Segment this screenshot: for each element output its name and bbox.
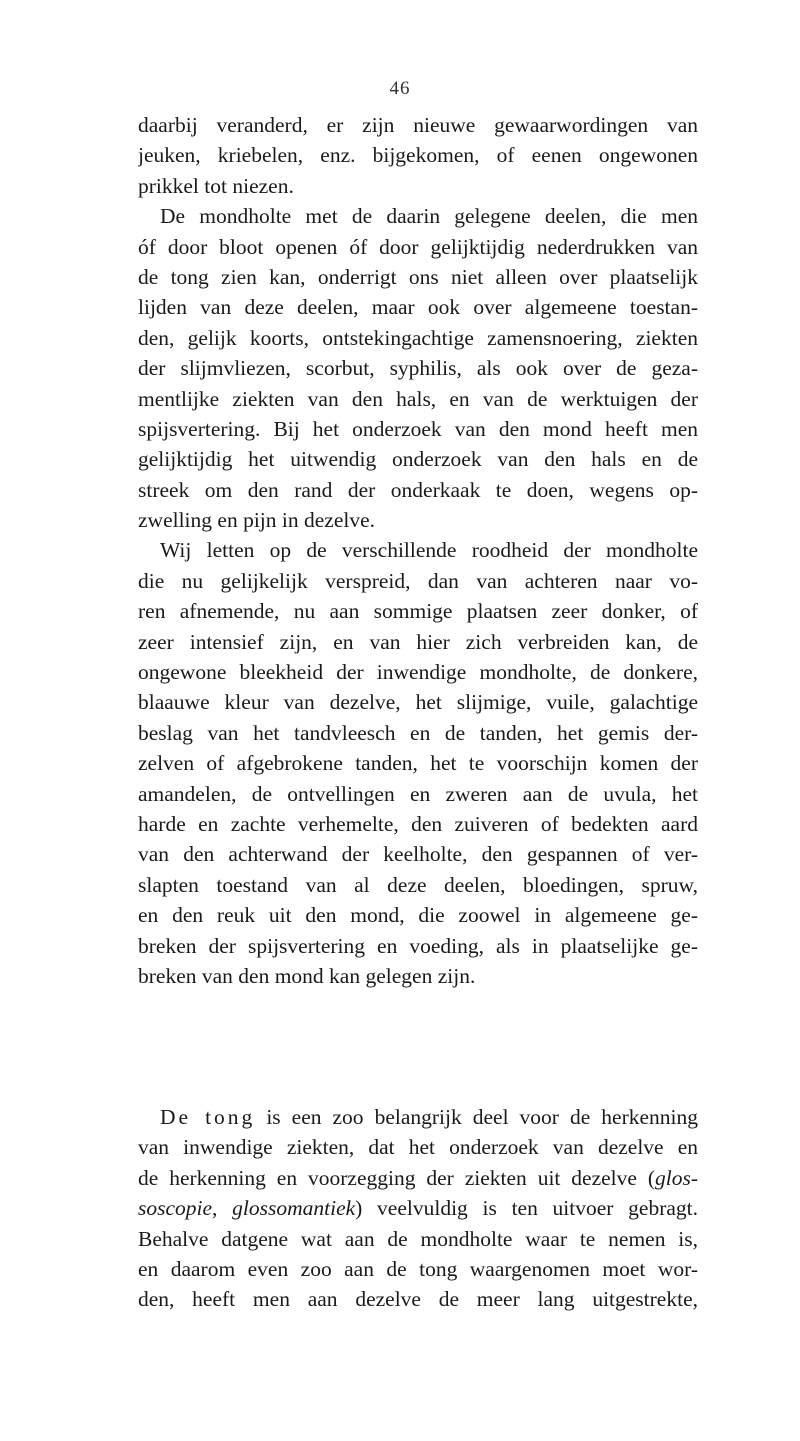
text-line (138, 1193, 698, 1223)
body-text (138, 110, 698, 991)
page-number: 46 (389, 78, 411, 99)
text-line: van inwendige ziekten, dat het onderzoek van dezelve en (138, 1135, 698, 1160)
text-line: der slijmvliezen, scorbut, syphilis, als ook over de geza- (138, 356, 698, 381)
text-line: breken der spijsvertering en voeding, als in plaatselijke ge- (138, 933, 698, 958)
text-line: harde en zachte verhemelte, den zuiveren of bedekten aard (138, 811, 698, 836)
text-line: van den achterwand der keelholte, den gespannen of ver- (138, 842, 698, 867)
text-line: breken van den mond kan gelegen zijn. (138, 963, 476, 988)
text-line: zeer intensief zijn, en van hier zich verbreiden kan, de (138, 629, 698, 654)
italic-term: glos- (655, 1165, 698, 1190)
spaced-term: De tong (160, 1105, 256, 1129)
text-fragment: ) veelvuldig is ten uitvoer gebragt. (355, 1196, 698, 1221)
italic-term: glossomantiek (232, 1196, 356, 1221)
text-line: daarbij veranderd, er zijn nieuwe gewaarwordingen van (138, 113, 698, 137)
text-line: de tong zien kan, onderrigt ons niet alleen over plaatselijk (138, 264, 698, 289)
text-line: streek om den rand der onderkaak te doen, wegens op- (138, 477, 698, 502)
text-line: mentlijke ziekten van den hals, en van de werktuigen der (138, 386, 698, 411)
text-line: ren afnemende, nu aan sommige plaatsen zeer donker, of (138, 599, 698, 624)
text-line: De mondholte met de daarin gelegene deelen, die men (160, 204, 698, 229)
text-line: prikkel tot niezen. (138, 173, 294, 198)
text-line: jeuken, kriebelen, enz. bijgekomen, of eenen ongewonen (138, 143, 698, 168)
text-fragment: is een zoo belangrijk deel voor de herkenning (255, 1105, 698, 1129)
final-paragraph (138, 1102, 698, 1315)
text-line: zwelling en pijn in dezelve. (138, 508, 376, 533)
text-line: die nu gelijkelijk verspreid, dan van achteren naar vo- (138, 568, 698, 593)
text-line: blaauwe kleur van dezelve, het slijmige, vuile, galachtige (138, 690, 698, 715)
text-line: Wij letten op de verschillende roodheid der mondholte (160, 538, 698, 563)
text-line: lijden van deze deelen, maar ook over algemeene toestan- (138, 295, 698, 320)
text-line: spijsvertering. Bij het onderzoek van den mond heeft men (138, 416, 698, 441)
text-fragment: , (212, 1196, 233, 1221)
text-line: en den reuk uit den mond, die zoowel in algemeene ge- (138, 903, 698, 928)
text-line: den, heeft men aan dezelve de meer lang uitgestrekte, (138, 1287, 698, 1312)
italic-term: soscopie (138, 1196, 213, 1221)
text-line (138, 1102, 698, 1132)
text-line: en daarom even zoo aan de tong waargenomen moet wor- (138, 1256, 698, 1281)
text-line: gelijktijdig het uitwendig onderzoek van den hals en de (138, 447, 698, 472)
text-line: ongewone bleekheid der inwendige mondholte, de donkere, (138, 660, 698, 685)
text-line: den, gelijk koorts, ontstekingachtige zamensnoering, ziekten (138, 325, 698, 350)
text-line: slapten toestand van al deze deelen, bloedingen, spruw, (138, 872, 698, 897)
text-line: amandelen, de ontvellingen en zweren aan de uvula, het (138, 781, 698, 806)
text-line: beslag van het tandvleesch en de tanden, het gemis der- (138, 720, 698, 745)
text-line: zelven of afgebrokene tanden, het te voorschijn komen der (138, 751, 698, 776)
text-line (138, 1163, 698, 1193)
text-line: Behalve datgene wat aan de mondholte waar te nemen is, (138, 1226, 698, 1251)
text-fragment: de herkenning en voorzegging der ziekten uit dezelve ( (138, 1165, 655, 1190)
text-line: óf door bloot openen óf door gelijktijdig nederdrukken van (138, 234, 698, 259)
